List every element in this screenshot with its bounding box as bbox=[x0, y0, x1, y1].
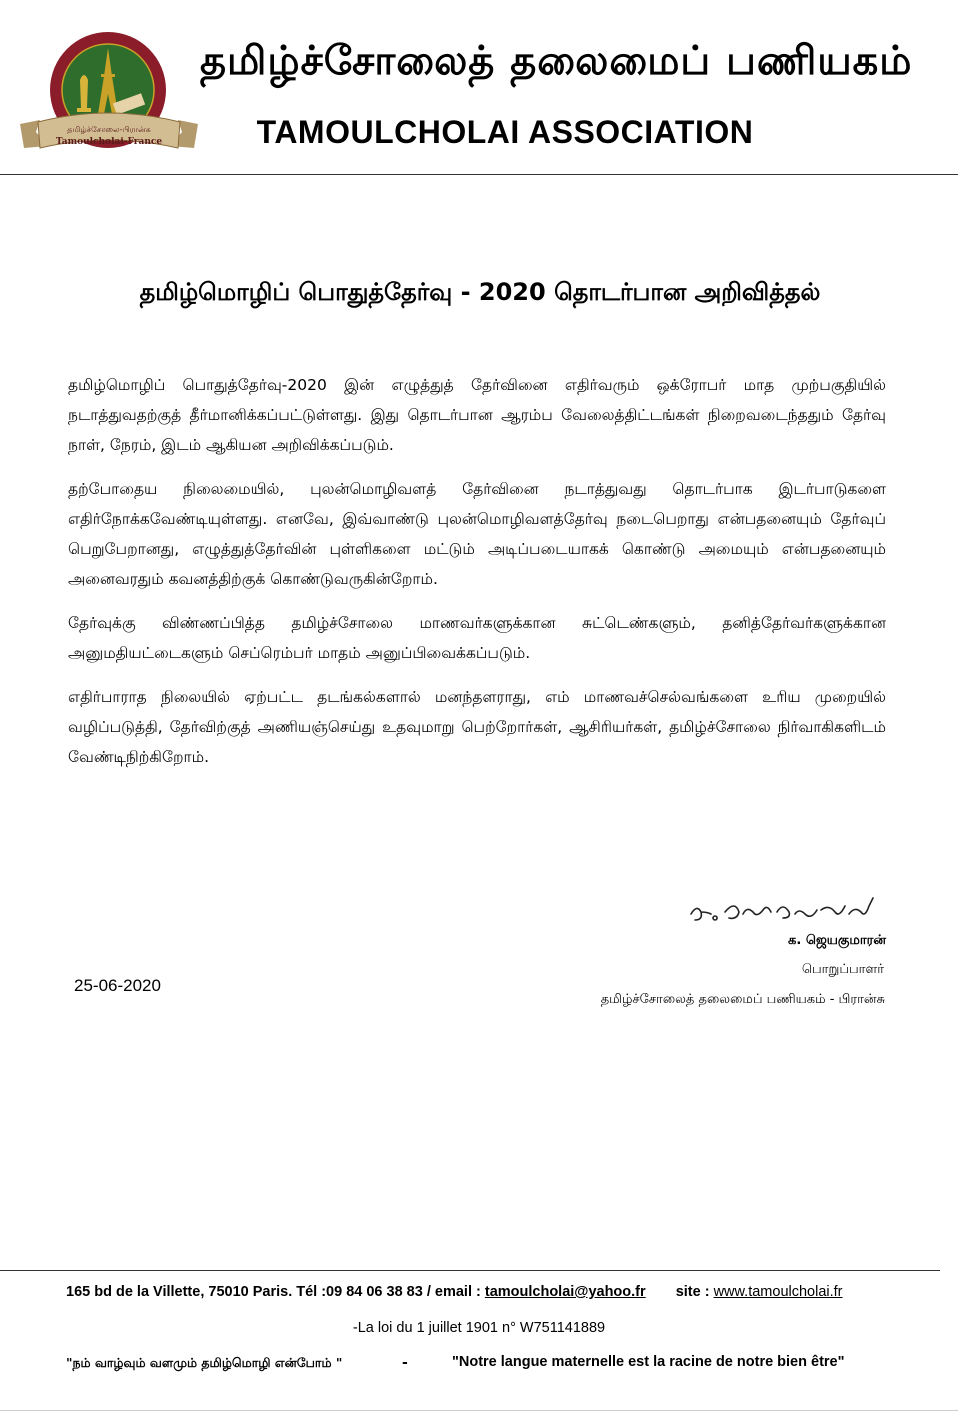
motto-separator: - bbox=[402, 1355, 408, 1371]
document-body bbox=[68, 370, 886, 786]
footer-address bbox=[66, 1284, 906, 1300]
association-logo bbox=[18, 28, 200, 156]
logo-ribbon-latin: Tamoulcholai-France bbox=[55, 137, 163, 147]
site-link[interactable]: www.tamoulcholai.fr bbox=[713, 1284, 843, 1300]
address-text: 165 bd de la Villette, 75010 Paris. Tél :09 84 06 38 83 / email : bbox=[66, 1284, 485, 1300]
site-label: site : bbox=[675, 1284, 714, 1300]
document-date: 25-06-2020 bbox=[74, 976, 161, 995]
document-title: தமிழ்மொழிப் பொதுத்தேர்வு - 2020 தொடர்பான அறிவித்தல் bbox=[139, 278, 821, 306]
handwritten-signature bbox=[685, 892, 890, 932]
motto-tamil: "நம் வாழ்வும் வளமும் தமிழ்மொழி என்போம் " bbox=[66, 1355, 343, 1370]
paragraph-3: தேர்வுக்கு விண்ணப்பித்த தமிழ்ச்சோலை மாணவர்களுக்கான சுட்டெண்களும், தனித்தேர்வர்களுக்கான அனுமதியட்டைகளும் செப்ரெம்பர் மாதம் அனுப்பிவைக்கப்படும். bbox=[68, 614, 886, 662]
legal-registration: -La loi du 1 juillet 1901 n° W751141889 bbox=[352, 1320, 606, 1336]
paragraph-1: தமிழ்மொழிப் பொதுத்தேர்வு-2020 இன் எழுத்துத் தேர்வினை எதிர்வரும் ஒக்ரோபர் மாத முற்பகுதியில் நடாத்துவதற்குத் தீர்மானிக்கப்பட்டுள்ளது. இது தொடர்பான ஆரம்ப வேலைத்திட்டங்கள் நிறைவடைந்ததும் தேர்வு நாள், நேரம், இடம் ஆகியன அறிவிக்கப்படும். bbox=[68, 376, 886, 454]
signer-organization: தமிழ்ச்சோலைத் தலைமைப் பணியகம் - பிரான்சு bbox=[600, 992, 885, 1007]
org-name-latin: TAMOULCHOLAI ASSOCIATION bbox=[256, 114, 754, 150]
logo-ribbon-tamil: தமிழ்ச்சோலை-பிரான்சு bbox=[67, 125, 151, 134]
email-link[interactable]: tamoulcholai@yahoo.fr bbox=[484, 1284, 646, 1300]
motto-french: "Notre langue maternelle est la racine de notre bien être" bbox=[452, 1354, 845, 1370]
signer-name: க. ஜெயகுமாரன் bbox=[788, 933, 886, 948]
org-name-tamil: தமிழ்ச்சோலைத் தலைமைப் பணியகம் bbox=[200, 38, 913, 84]
paragraph-4: எதிர்பாராத நிலையில் ஏற்பட்ட தடங்கல்களால் மனந்தளராது, எம் மாணவச்செல்வங்களை உரிய முறையில் வழிப்படுத்தி, தேர்விற்குத் அணியஞ்செய்து உதவுமாறு பெற்றோர்கள், ஆசிரியர்கள், தமிழ்ச்சோலை நிர்வாகிகளிடம் வேண்டிநிற்கிறோம். bbox=[68, 688, 886, 766]
footer-divider bbox=[0, 1270, 940, 1271]
header-divider bbox=[0, 174, 958, 175]
paragraph-2: தற்போதைய நிலைமையில், புலன்மொழிவளத் தேர்வினை நடாத்துவது தொடர்பாக இடர்பாடுகளை எதிர்நோக்கவேண்டியுள்ளது. எனவே, இவ்வாண்டு புலன்மொழிவளத்தேர்வு நடைபெறாது என்பதனையும் தேர்வுப் பெறுபேறானது, எழுத்துத்தேர்வின் புள்ளிகளை மட்டும் அடிப்படையாகக் கொண்டு அமையும் என்பதனையும் அனைவரதும் கவனத்திற்குக் கொண்டுவருகின்றோம். bbox=[68, 480, 886, 588]
page-bottom-edge bbox=[0, 1410, 958, 1411]
signer-role: பொறுப்பாளர் bbox=[801, 962, 884, 977]
